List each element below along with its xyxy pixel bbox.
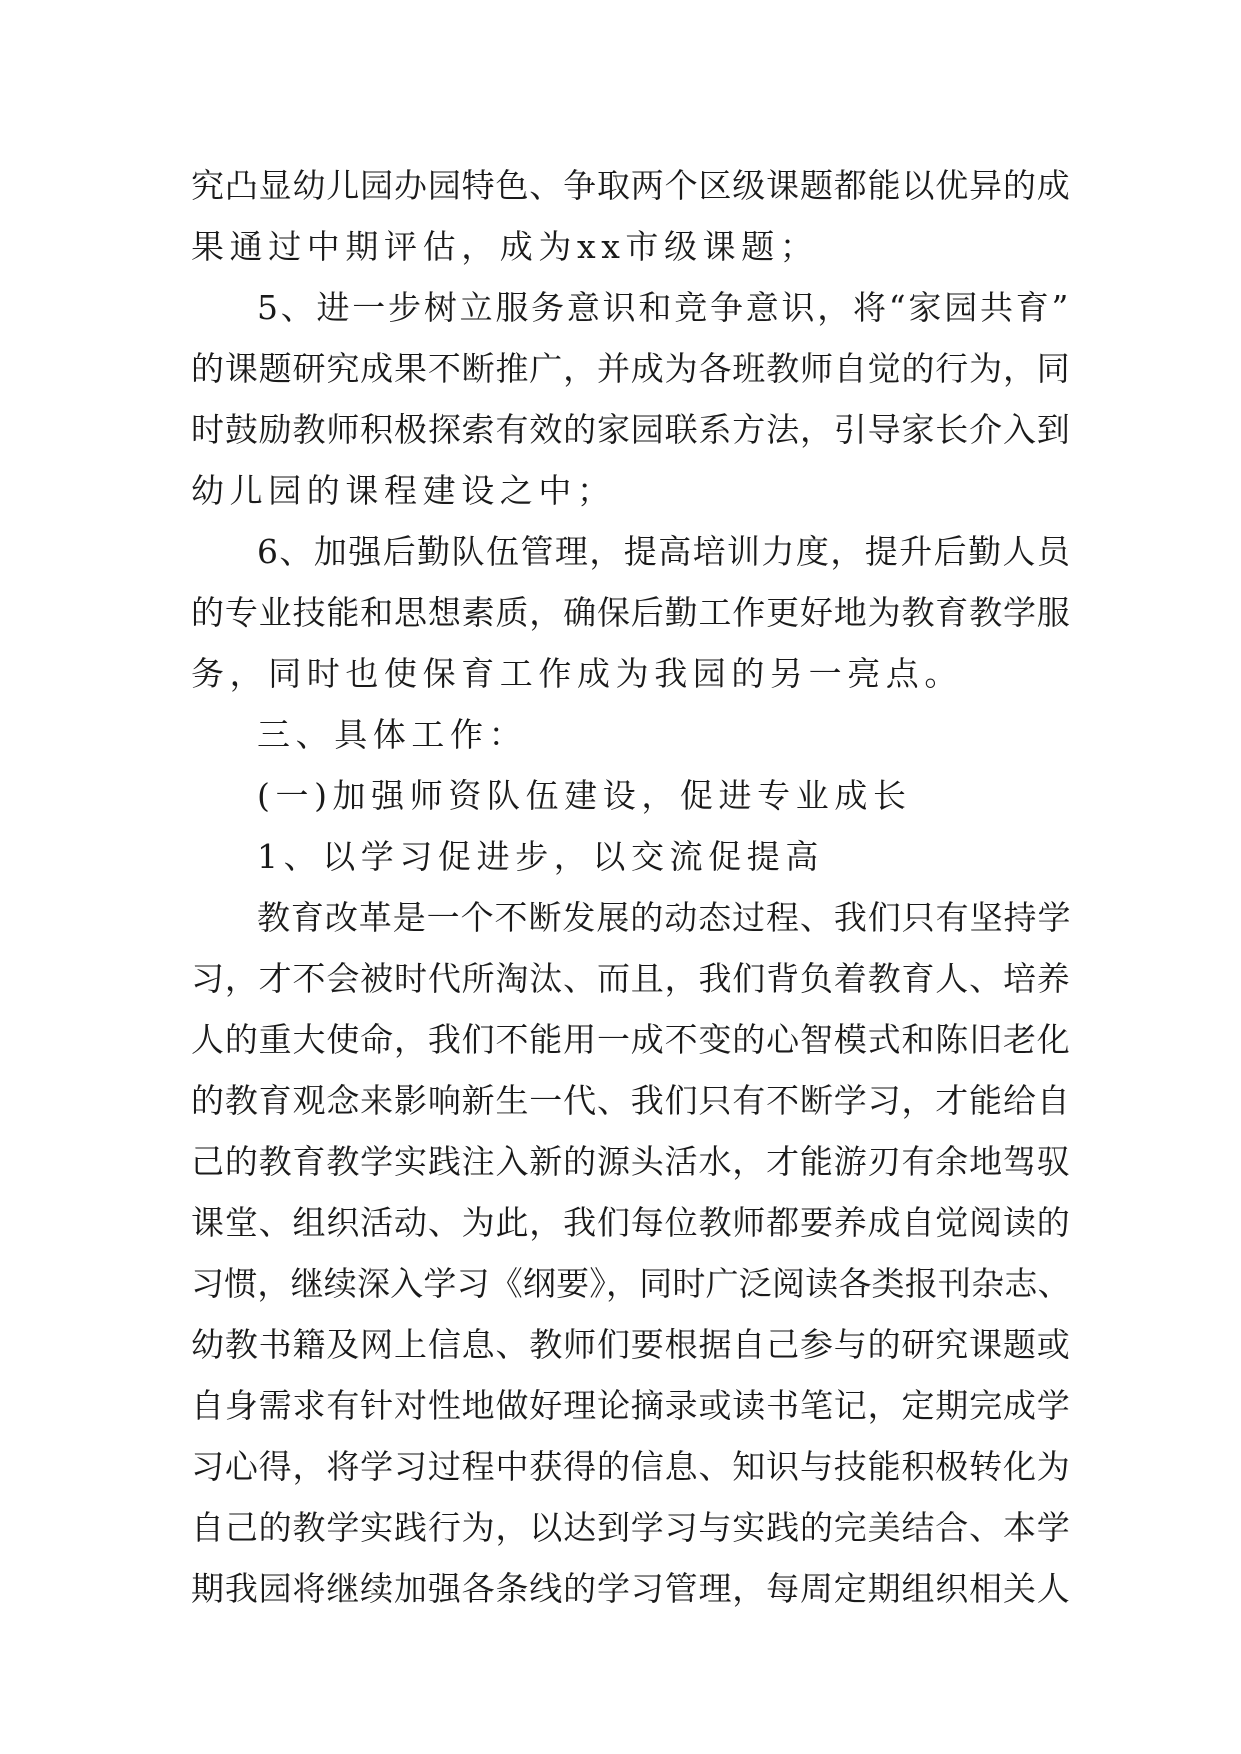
text-line: 果通过中期评估，成为xx市级课题；	[191, 227, 819, 266]
text-line: 自己的教学实践行为，以达到学习与实践的完美结合、本学	[191, 1508, 1071, 1547]
document-body	[191, 155, 1071, 1619]
text-line: 习心得，将学习过程中获得的信息、知识与技能积极转化为	[191, 1447, 1071, 1486]
text-line: 究凸显幼儿园办园特色、争取两个区级课题都能以优异的成	[191, 166, 1071, 205]
text-line: 课堂、组织活动、为此，我们每位教师都要养成自觉阅读的	[191, 1203, 1071, 1242]
text-line: 的课题研究成果不断推广，并成为各班教师自觉的行为，同	[191, 349, 1071, 388]
text-line: 幼教书籍及网上信息、教师们要根据自己参与的研究课题或	[191, 1325, 1071, 1364]
item-heading: 1、以学习促进步，以交流促提高	[257, 837, 824, 876]
text-line: 时鼓励教师积极探索有效的家园联系方法，引导家长介入到	[191, 410, 1071, 449]
text-line: 教育改革是一个不断发展的动态过程、我们只有坚持学	[257, 898, 1072, 937]
text-line: 幼儿园的课程建设之中；	[191, 471, 616, 510]
text-line: 习，才不会被时代所淘汰、而且，我们背负着教育人、培养	[191, 959, 1071, 998]
text-line: 期我园将继续加强各条线的学习管理，每周定期组织相关人	[191, 1569, 1071, 1608]
text-line: 5、进一步树立服务意识和竞争意识，将“家园共育”	[257, 288, 1072, 327]
text-line: 人的重大使命，我们不能用一成不变的心智模式和陈旧老化	[191, 1020, 1071, 1059]
text-line: 己的教育教学实践注入新的源头活水，才能游刃有余地驾驭	[191, 1142, 1071, 1181]
text-line: 自身需求有针对性地做好理论摘录或读书笔记，定期完成学	[191, 1386, 1071, 1425]
text-line: 务，同时也使保育工作成为我园的另一亮点。	[191, 654, 963, 693]
section-heading: 三、具体工作：	[257, 715, 528, 754]
text-line: 6、加强后勤队伍管理，提高培训力度，提升后勤人员	[257, 532, 1072, 571]
subsection-heading: (一)加强师资队伍建设，促进专业成长	[257, 776, 912, 815]
text-line: 的专业技能和思想素质，确保后勤工作更好地为教育教学服	[191, 593, 1071, 632]
text-line: 的教育观念来影响新生一代、我们只有不断学习，才能给自	[191, 1081, 1071, 1120]
text-line: 习惯，继续深入学习《纲要》，同时广泛阅读各类报刊杂志、	[191, 1264, 1071, 1303]
